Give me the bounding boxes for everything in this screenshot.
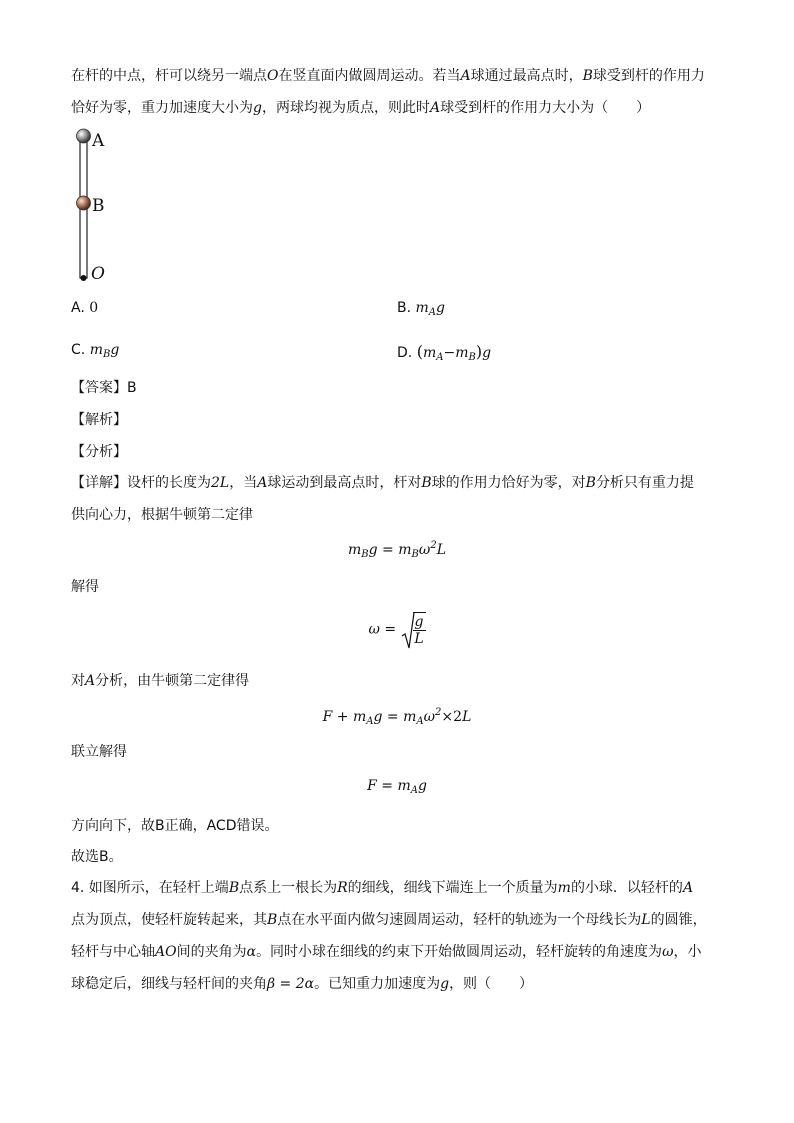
q4-text: 的小球．以轻杆的 <box>570 880 683 896</box>
eq1-equals: = <box>377 542 399 558</box>
q3-text: 在杆的中点，杆可以绕另一端点 <box>71 68 267 84</box>
sqrt-sign-icon <box>401 612 415 650</box>
q3-text: 球受到杆的作用力大小为（ ） <box>440 100 651 116</box>
detail-len: 2L <box>211 475 230 491</box>
eq3-m: m <box>352 709 367 725</box>
eq3-equals: = <box>382 709 404 725</box>
label-o: O <box>91 264 105 284</box>
eq1-sub: B <box>361 549 369 560</box>
option-b-sub: A <box>428 307 437 318</box>
eq1-L: L <box>436 542 446 558</box>
eq4-m: m <box>397 778 411 794</box>
rod-figure-svg <box>70 126 140 286</box>
detail-var-A: A <box>85 673 96 689</box>
eq4-F: F <box>367 778 377 794</box>
eq1-g: g <box>368 542 378 558</box>
detail-var-B: B <box>421 475 432 491</box>
q4-var-A: A <box>682 880 694 896</box>
option-c[interactable] <box>71 342 119 360</box>
q4-text: 球稳定后，细线与轻杆间的夹角 <box>71 976 267 992</box>
q4-text: 点在水平面内做匀速圆周运动，轻杆的轨迹为一个母线长为 <box>277 912 642 928</box>
fenxi-label: 【分析】 <box>71 444 127 460</box>
option-d-m2: m <box>455 345 469 361</box>
detail-text: 对 <box>71 673 85 689</box>
q4-var-m: m <box>557 880 571 896</box>
q4-text: 4. 如图所示，在轻杆上端 <box>71 880 229 896</box>
q3-text: 球通过最高点时， <box>470 68 583 84</box>
q4-var-alpha: α <box>246 944 257 960</box>
detail-text: 分析，由牛顿第二定律得 <box>95 673 250 689</box>
eq3-omega: ω <box>423 709 436 725</box>
detail-label: 【详解】 <box>71 475 127 491</box>
q3-var-A: A <box>429 100 441 116</box>
eq2-den: L <box>414 631 424 647</box>
eq3-F: F <box>322 709 333 725</box>
option-a-letter: A. <box>71 300 90 316</box>
q4-text: ，则（ ） <box>449 976 534 992</box>
direction-line: 方向向下，故B正确，ACD错误。 <box>71 818 279 834</box>
detail-text: 球运动到最高点时，杆对 <box>267 475 422 491</box>
option-c-sub: B <box>102 349 111 360</box>
q4-text: 的细线，细线下端连上一个质量为 <box>347 880 558 896</box>
q4-var-B: B <box>228 880 240 896</box>
answer-value: B <box>127 380 137 396</box>
q3-text: 恰好为零，重力加速度大小为 <box>71 100 253 116</box>
option-d-paren: ( <box>416 342 423 361</box>
eq2-omega: ω <box>368 621 380 638</box>
eq2-sqrt <box>401 612 426 647</box>
q4-var-B: B <box>267 912 278 928</box>
eq3-plus: + <box>332 709 353 725</box>
equation-3 <box>0 707 794 727</box>
eq4-g: g <box>417 778 427 794</box>
eq2-equals: = <box>379 621 401 638</box>
detail-text: 设杆的长度为 <box>127 475 211 491</box>
q4-var-beta: β = 2α <box>267 976 315 992</box>
equation-1 <box>0 540 794 560</box>
option-d-minus: − <box>443 345 456 361</box>
question4-line4 <box>71 974 533 994</box>
question4-line3 <box>71 942 701 962</box>
ball-a <box>77 129 91 143</box>
q4-text: 点为顶点，使轻杆旋转起来，其 <box>71 912 267 928</box>
option-c-m: m <box>89 342 103 358</box>
eq4-equals: = <box>376 778 398 794</box>
option-d-m1: m <box>422 345 437 361</box>
detail-text: 球的作用力恰好为零，对 <box>431 475 586 491</box>
q3-var-O: O <box>267 68 279 84</box>
q4-text: 轻杆与中心轴 <box>71 944 155 960</box>
q3-text: 在竖直面内做圆周运动。若当 <box>278 68 461 84</box>
rod-figure <box>70 126 140 286</box>
answer-line <box>71 378 137 398</box>
eq3-sub: A <box>366 716 374 727</box>
eq4-sub: A <box>410 785 418 796</box>
option-d-g: g <box>482 345 492 361</box>
option-b-m: m <box>415 300 429 316</box>
question4-line2 <box>71 910 707 930</box>
eq3-g: g <box>373 709 383 725</box>
q3-var-g: g <box>253 100 262 116</box>
option-d[interactable] <box>397 342 491 363</box>
option-b-letter: B. <box>397 300 416 316</box>
eq3-m: m <box>403 709 417 725</box>
eq3-sub: A <box>416 716 424 727</box>
eq1-omega: ω <box>418 542 431 558</box>
for-a-line <box>71 671 249 691</box>
eq2-num: g <box>414 614 424 630</box>
choose-line: 故选B。 <box>71 849 123 865</box>
eq3-power: 2 <box>435 707 442 718</box>
question3-line2 <box>71 98 650 118</box>
eq1-power: 2 <box>430 540 437 551</box>
eq1-sub: B <box>411 549 419 560</box>
q4-var-R: R <box>337 880 348 896</box>
q4-text: 。已知重力加速度为 <box>314 976 441 992</box>
option-c-g: g <box>110 342 120 358</box>
option-c-letter: C. <box>71 342 90 358</box>
q3-text: 球受到杆的作用力 <box>592 68 705 84</box>
q4-var-omega: ω <box>662 944 674 960</box>
q4-text: 。同时小球在细线的约束下开始做圆周运动，轻杆旋转的角速度为 <box>256 944 663 960</box>
detail-var-A: A <box>257 475 268 491</box>
label-b: B <box>92 196 105 216</box>
eq3-times: ×2 <box>441 709 463 725</box>
option-d-s2: B <box>468 352 476 363</box>
q4-text: 点系上一根长为 <box>239 880 338 896</box>
option-b[interactable] <box>397 300 445 318</box>
eq1-m: m <box>348 542 362 558</box>
q4-text: 的圆锥， <box>650 912 707 928</box>
analysis-label: 【解析】 <box>71 412 127 428</box>
q4-text: 间的夹角为 <box>176 944 247 960</box>
option-a-text: 0 <box>89 300 99 316</box>
question4-line1 <box>71 878 693 898</box>
option-a[interactable] <box>71 300 98 316</box>
eq1-m: m <box>398 542 412 558</box>
detail-text: 分析只有重力提 <box>595 475 694 491</box>
detail-line1 <box>71 473 694 493</box>
detail-line2: 供向心力，根据牛顿第二定律 <box>71 507 253 523</box>
label-a: A <box>92 131 105 151</box>
pivot-point <box>81 275 87 281</box>
option-d-letter: D. <box>397 345 417 361</box>
question3-line1 <box>71 66 705 86</box>
option-b-g: g <box>436 300 445 316</box>
detail-var-B: B <box>585 475 596 491</box>
ball-b <box>77 196 91 210</box>
q4-text: ，小 <box>673 944 702 960</box>
q3-text: ，两球均视为质点，则此时 <box>261 100 430 116</box>
solve-label-1: 解得 <box>71 579 99 595</box>
equation-4 <box>0 778 794 796</box>
option-d-paren: ) <box>475 342 483 361</box>
q4-var-L: L <box>641 912 651 928</box>
solve-label-2: 联立解得 <box>71 744 127 760</box>
option-d-s1: A <box>436 352 444 363</box>
q4-var-AO: AO <box>155 944 177 960</box>
detail-text: ，当 <box>229 475 258 491</box>
q3-var-A: A <box>460 68 471 84</box>
q3-var-B: B <box>582 68 593 84</box>
answer-label: 【答案】 <box>71 380 127 396</box>
q4-var-g: g <box>440 976 450 992</box>
eq3-L: L <box>462 709 472 725</box>
equation-2 <box>0 612 794 647</box>
